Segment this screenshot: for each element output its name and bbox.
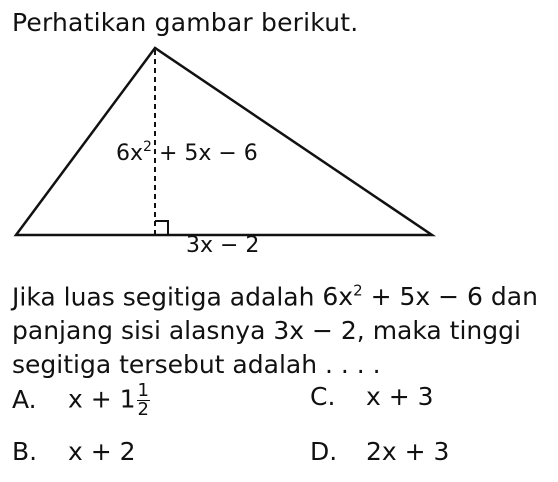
fraction-one-half: $\frac{1}{2}$ — [137, 380, 149, 420]
option-b[interactable]: B. x + 2 — [12, 437, 136, 466]
question-text — [12, 274, 552, 382]
intro-text: Perhatikan gambar berikut. — [12, 8, 359, 37]
base-label: 3x − 2 — [186, 233, 260, 258]
height-label: $6x^2 + 5x - 6$ — [116, 139, 258, 166]
question-line-2: panjang sisi alasnya 3x − 2, maka tinggi — [12, 316, 521, 346]
option-c[interactable]: C. x + 3 — [310, 382, 434, 411]
area-expression: $6x^2 + 5x - 6$ dan — [322, 282, 538, 312]
question-line-1: Jika luas segitiga adalah $6x^2 + 5x - 6$ dan — [12, 282, 538, 312]
right-angle-marker — [155, 221, 168, 234]
question-line-3: segitiga tersebut adalah . . . . — [12, 350, 381, 380]
option-d[interactable]: D. 2x + 3 — [310, 437, 450, 466]
option-a[interactable]: A. x + 1 $\frac{1}{2}$ — [12, 380, 149, 420]
